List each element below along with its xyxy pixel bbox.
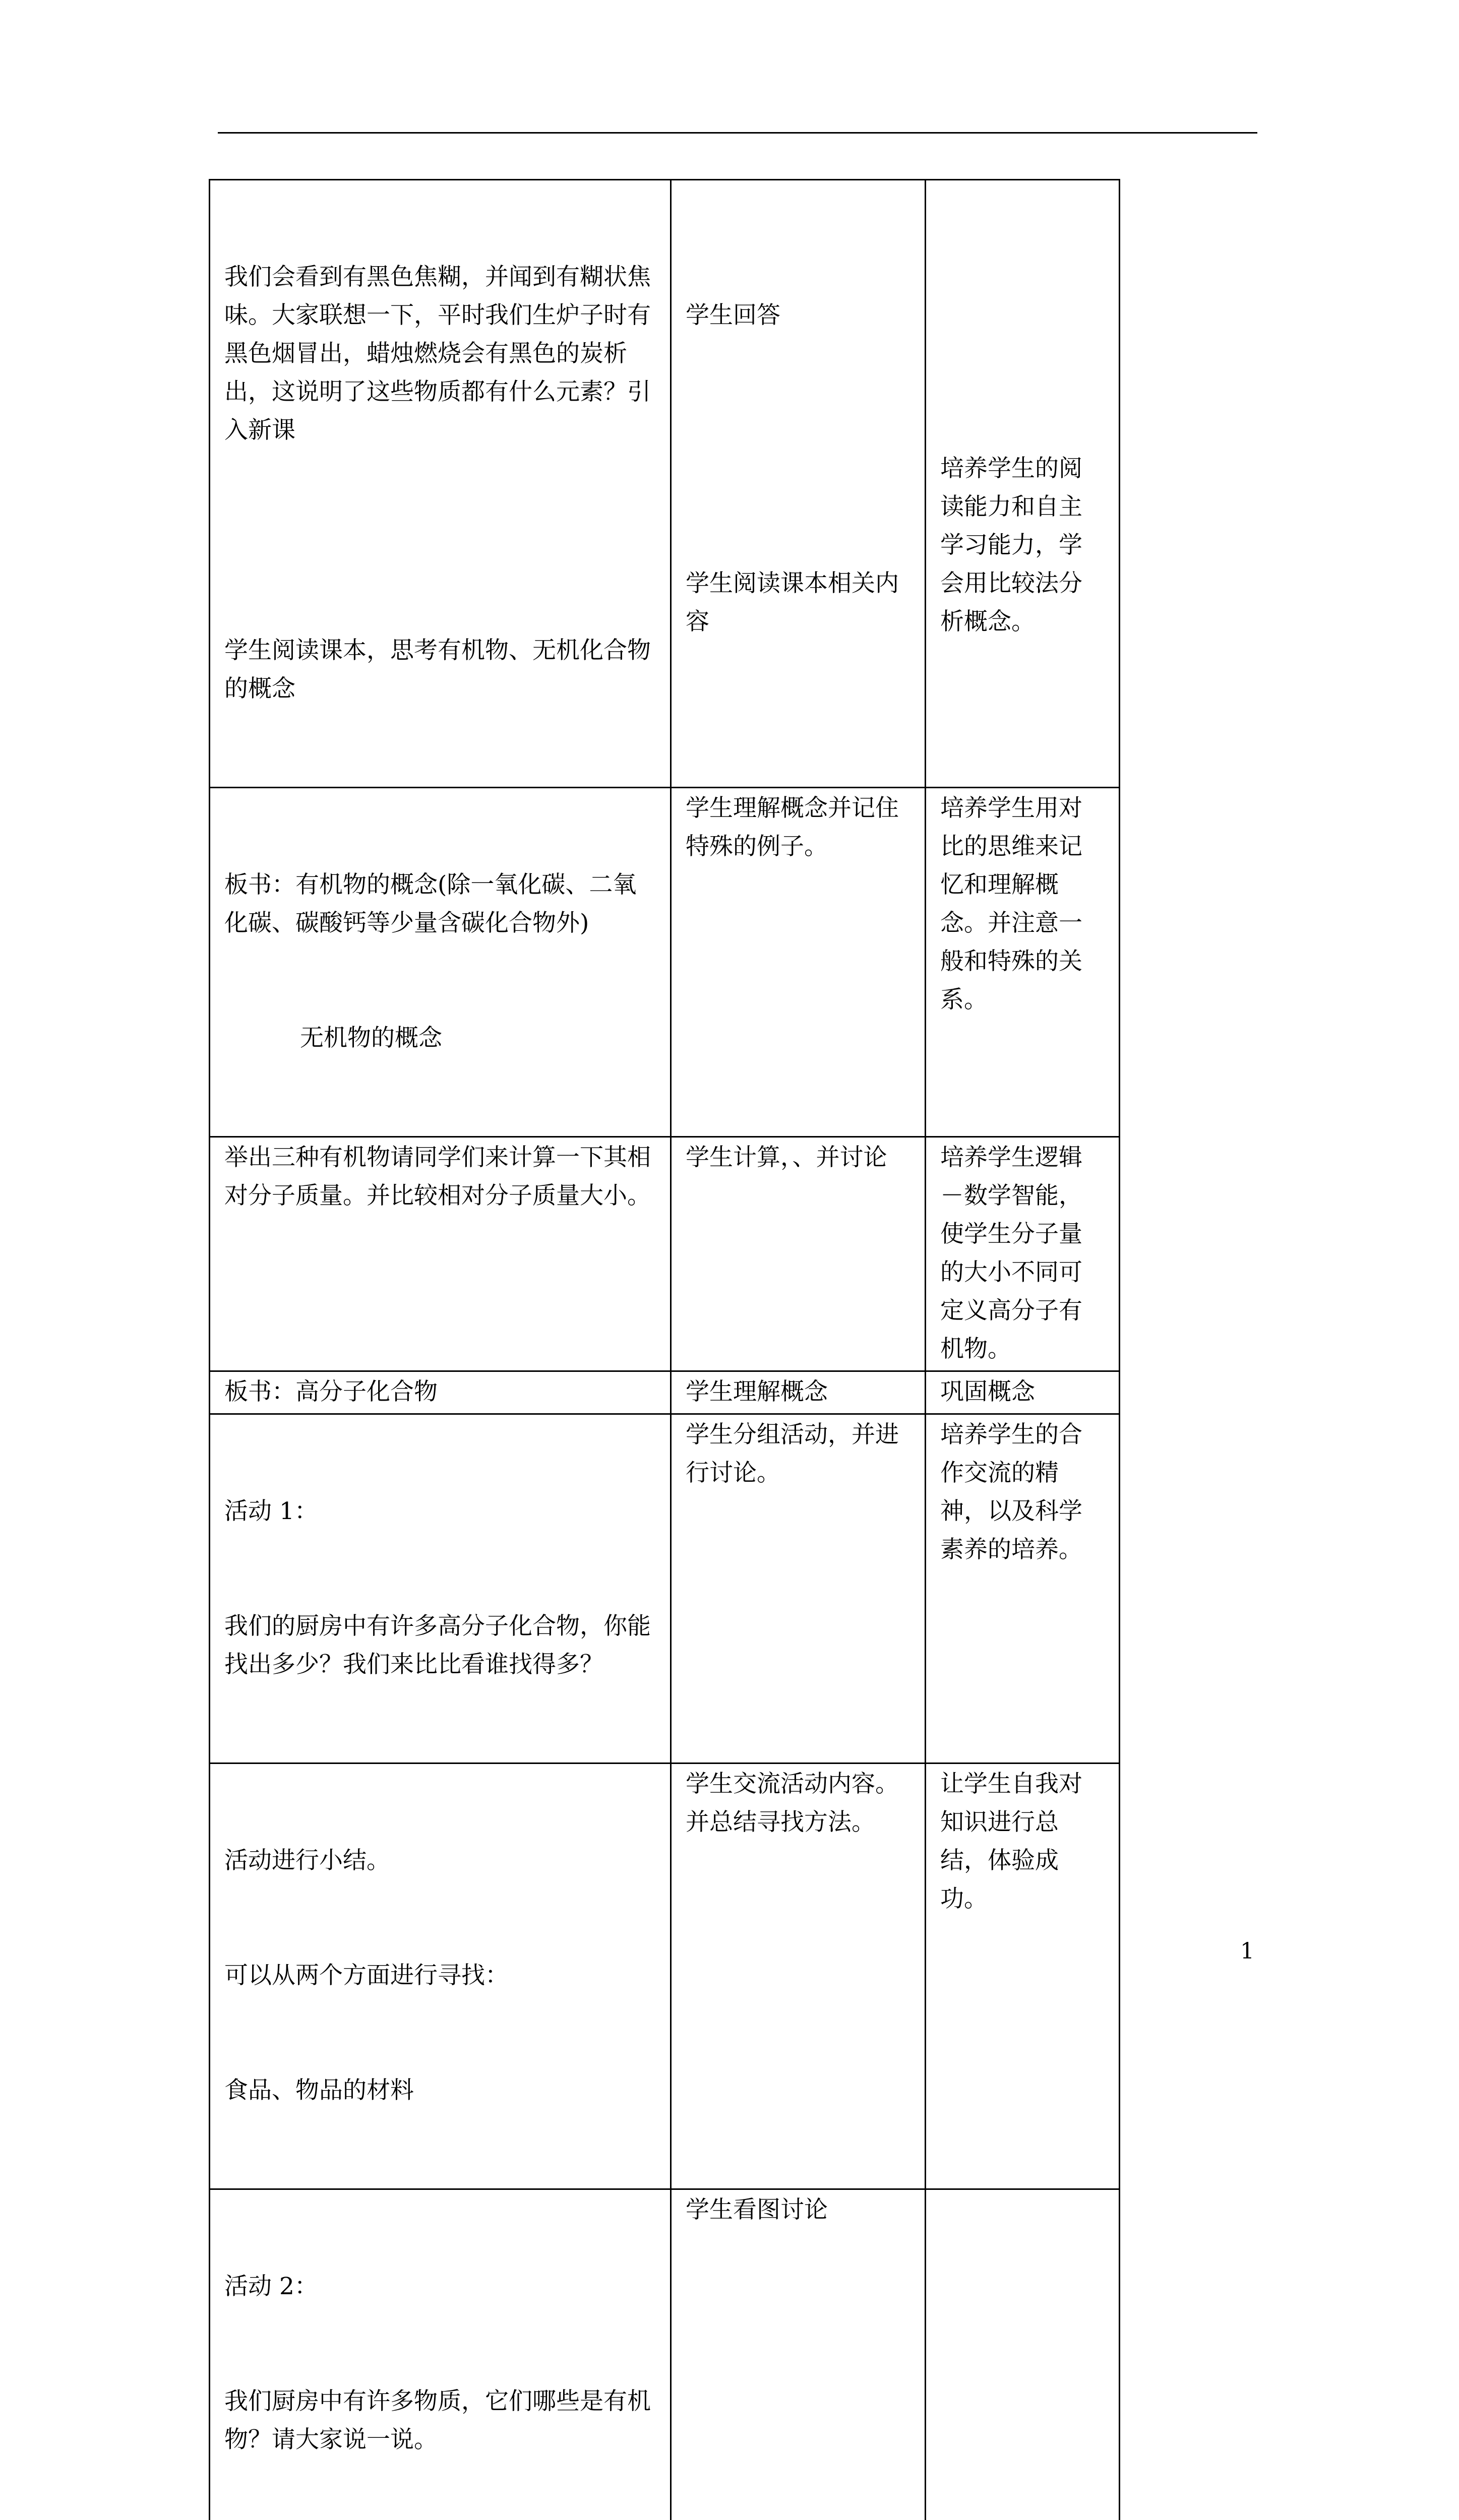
cell-text: 学生阅读课本相关内容 bbox=[686, 564, 910, 641]
cell-text: 我们会看到有黑色焦糊，并闻到有糊状焦味。大家联想一下，平时我们生炉子时有黑色烟冒出，蜡烛燃烧会有黑色的炭析出，这说明了这些物质都有什么元素？引入新课 bbox=[224, 258, 656, 450]
table-row bbox=[210, 180, 1120, 788]
teacher-activity-cell bbox=[210, 2189, 671, 2520]
teacher-activity-cell bbox=[210, 788, 671, 1137]
student-activity-cell: 学生交流活动内容。并总结寻找方法。 bbox=[671, 1763, 926, 2189]
student-activity-cell bbox=[671, 180, 926, 788]
teacher-activity-cell bbox=[210, 180, 671, 788]
cell-text: 活动 2： bbox=[224, 2267, 656, 2306]
cell-text: 板书：有机物的概念(除一氧化碳、二氧化碳、碳酸钙等少量含碳化合物外) bbox=[224, 866, 656, 942]
design-intent-cell: 让学生自我对知识进行总结，体验成功。 bbox=[926, 1763, 1120, 2189]
student-activity-cell: 学生计算，、并讨论 bbox=[671, 1137, 926, 1371]
design-intent-cell bbox=[926, 180, 1120, 788]
cell-text: 学生阅读课本，思考有机物、无机化合物的概念 bbox=[224, 632, 656, 708]
design-intent-cell: 培养学生用对比的思维来记忆和理解概念。并注意一般和特殊的关系。 bbox=[926, 788, 1120, 1137]
table-row bbox=[210, 1414, 1120, 1763]
cell-text: 我们的厨房中有许多高分子化合物，你能找出多少？我们来比比看谁找得多？ bbox=[224, 1607, 656, 1684]
design-intent-cell: 培养学生的合作交流的精神，以及科学素养的培养。 bbox=[926, 1414, 1120, 1763]
cell-text: 学生回答 bbox=[686, 296, 910, 335]
cell-text: 食品、物品的材料 bbox=[224, 2071, 656, 2110]
cell-text: 可以从两个方面进行寻找： bbox=[224, 1957, 656, 1995]
student-activity-cell: 学生理解概念并记住特殊的例子。 bbox=[671, 788, 926, 1137]
cell-text: 活动进行小结。 bbox=[224, 1842, 656, 1880]
design-intent-cell: 巩固概念 bbox=[926, 1371, 1120, 1414]
table-row bbox=[210, 1371, 1120, 1414]
student-activity-cell: 学生看图讨论 bbox=[671, 2189, 926, 2520]
header-rule bbox=[218, 132, 1257, 134]
table-row bbox=[210, 2189, 1120, 2520]
lesson-plan-table bbox=[209, 179, 1120, 2520]
teacher-activity-cell bbox=[210, 1763, 671, 2189]
cell-text: 无机物的概念 bbox=[224, 1019, 656, 1057]
table-row bbox=[210, 1137, 1120, 1371]
design-intent-cell bbox=[926, 2189, 1120, 2520]
page-number: 1 bbox=[1240, 1938, 1254, 1964]
teacher-activity-cell: 板书：高分子化合物 bbox=[210, 1371, 671, 1414]
table-row bbox=[210, 788, 1120, 1137]
cell-text: 活动 1： bbox=[224, 1492, 656, 1531]
table-row bbox=[210, 1763, 1120, 2189]
student-activity-cell: 学生分组活动，并进行讨论。 bbox=[671, 1414, 926, 1763]
teacher-activity-cell: 举出三种有机物请同学们来计算一下其相对分子质量。并比较相对分子质量大小。 bbox=[210, 1137, 671, 1371]
design-intent-cell: 培养学生逻辑－数学智能，使学生分子量的大小不同可定义高分子有机物。 bbox=[926, 1137, 1120, 1371]
cell-text: 培养学生的阅读能力和自主学习能力，学会用比较法分析概念。 bbox=[940, 450, 1105, 641]
student-activity-cell: 学生理解概念 bbox=[671, 1371, 926, 1414]
teacher-activity-cell bbox=[210, 1414, 671, 1763]
cell-text: 我们厨房中有许多物质，它们哪些是有机物？请大家说一说。 bbox=[224, 2382, 656, 2459]
